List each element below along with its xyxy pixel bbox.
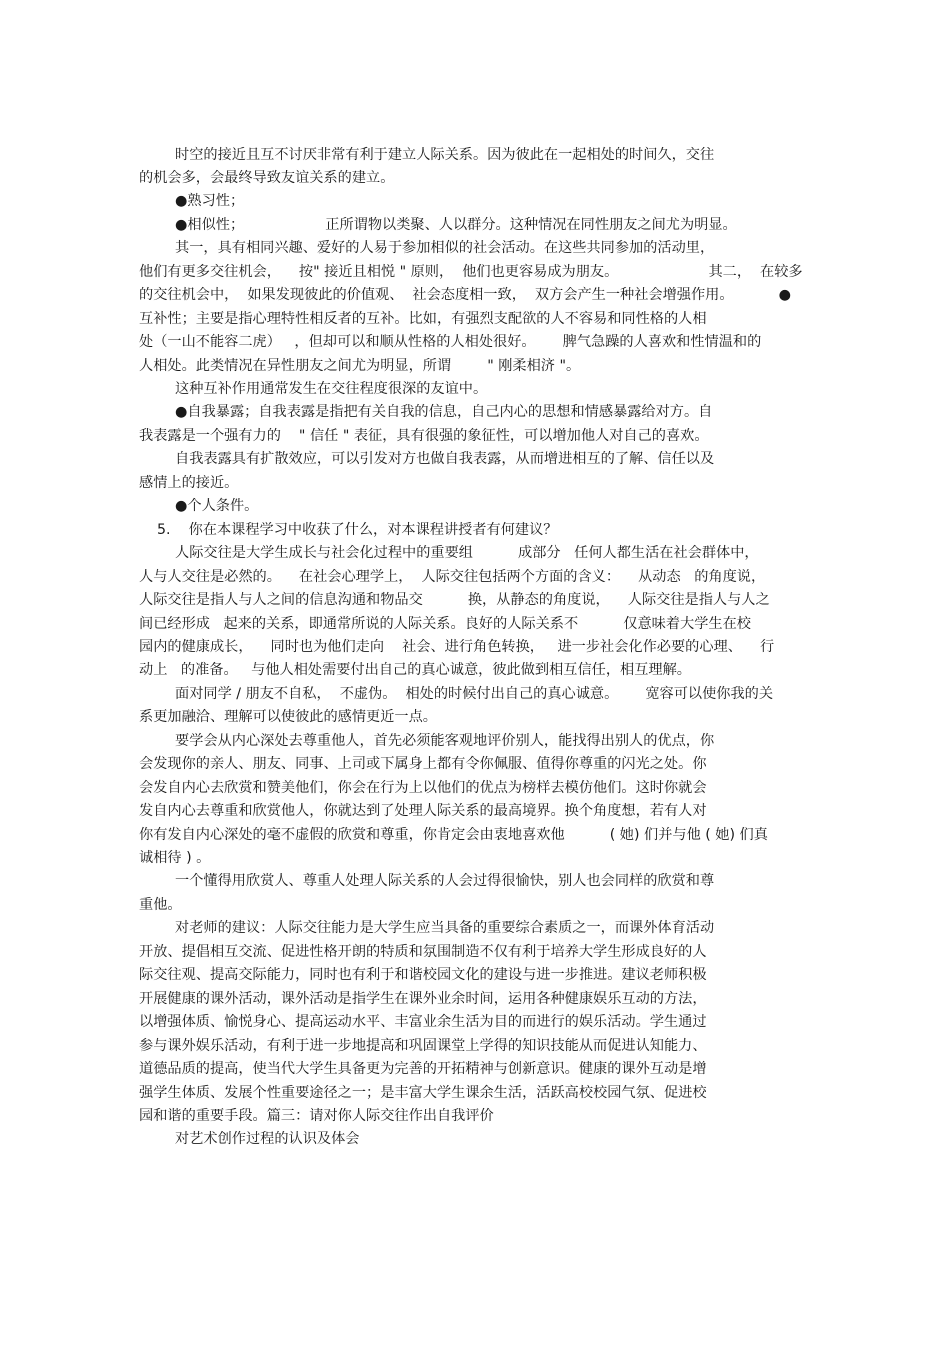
- text-line: 人际交往是指人与人之间的信息沟通和物品交 换，从静态的角度说， 人际交往是指人与人之: [139, 592, 770, 608]
- text-line: 感情上的接近。: [139, 474, 239, 491]
- text-line: 互补性；主要是指心理特性相反者的互补。比如，有强烈支配欲的人不容易和同性格的人相: [139, 310, 707, 327]
- text-line: ●熟习性；: [175, 193, 245, 210]
- text-line: 系更加融洽、理解可以使彼此的感情更近一点。: [139, 709, 437, 726]
- text-line: 面对同学 / 朋友不自私， 不虚伪。 相处的时候付出自己的真心诚意。 宽容可以使你我的关: [175, 685, 774, 702]
- text-line: 动上 的准备。 与他人相处需要付出自己的真心诚意，彼此做到相互信任，相互理解。: [139, 662, 691, 679]
- text-line: 间已经形成 起来的关系，即通常所说的人际关系。良好的人际关系不 仅意味着大学生在校: [139, 615, 751, 632]
- text-line: 重他。: [139, 896, 182, 913]
- text-line: 诚相待 ) 。: [139, 850, 211, 866]
- text-line: 一个懂得用欣赏人、尊重人处理人际关系的人会过得很愉快，别人也会同样的欣赏和尊: [175, 873, 715, 890]
- text-line: 的机会多，会最终导致友谊关系的建立。: [139, 169, 395, 186]
- text-line: 5. 你在本课程学习中收获了什么，对本课程讲授者有何建议？: [157, 521, 558, 538]
- text-line: 人相处。此类情况在异性朋友之间尤为明显，所谓 " 刚柔相济 "。: [139, 357, 581, 374]
- text-line: ●自我暴露；自我表露是指把有关自我的信息，自己内心的思想和情感暴露给对方。自: [175, 404, 713, 421]
- text-line: ●个人条件。: [175, 498, 259, 515]
- text-line: 我表露是一个强有力的 " 信任 " 表征，具有很强的象征性，可以增加他人对自己的喜欢。: [139, 427, 709, 444]
- text-line: 园内的健康成长， 同时也为他们走向 社会、进行角色转换， 进一步社会化作必要的心理、 行: [139, 639, 775, 655]
- text-line: 际交往观、提高交际能力，同时也有利于和谐校园文化的建设与进一步推进。建议老师积极: [139, 967, 707, 984]
- text-line: 强学生体质、发展个性重要途径之一；是丰富大学生课余生活，活跃高校校园气氛、促进校: [139, 1084, 707, 1101]
- text-line: 开展健康的课外活动，课外活动是指学生在课外业余时间，运用各种健康娱乐互动的方法，: [139, 990, 707, 1007]
- text-line: ●相似性； 正所谓物以类聚、人以群分。这种情况在同性朋友之间尤为明显。: [175, 216, 737, 233]
- text-line: 要学会从内心深处去尊重他人，首先必须能客观地评价别人，能找得出别人的优点，你: [175, 732, 715, 749]
- text-line: 自我表露具有扩散效应，可以引发对方也做自我表露，从而增进相互的了解、信任以及: [175, 451, 715, 468]
- text-line: 人与人交往是必然的。 在社会心理学上， 人际交往包括两个方面的含义： 从动态 的角度说，: [139, 568, 766, 585]
- text-line: 发自内心去尊重和欣赏他人，你就达到了处理人际关系的最高境界。换个角度想，若有人对: [139, 803, 707, 820]
- text-line: 会发自内心去欣赏和赞美他们，你会在行为上以他们的优点为榜样去模仿他们。这时你就会: [139, 779, 707, 796]
- text-line: 开放、提倡相互交流、促进性格开朗的特质和氛围制造不仅有利于培养大学生形成良好的人: [139, 943, 707, 960]
- text-line: 参与课外娱乐活动，有利于进一步地提高和巩固课堂上学得的知识技能从而促进认知能力、: [139, 1037, 707, 1054]
- text-line: 园和谐的重要手段。篇三：请对你人际交往作出自我评价: [139, 1107, 494, 1124]
- text-line: 的交往机会中， 如果发现彼此的价值观、 社会态度相一致， 双方会产生一种社会增强作用。 ●: [139, 287, 792, 304]
- text-line: 人际交往是大学生成长与社会化过程中的重要组 成部分 任何人都生活在社会群体中，: [175, 545, 759, 562]
- text-line: 对艺术创作过程的认识及体会: [175, 1131, 360, 1148]
- text-line: 时空的接近且互不讨厌非常有利于建立人际关系。因为彼此在一起相处的时间久，交往: [175, 146, 715, 163]
- text-line: 道德品质的提高，使当代大学生具备更为完善的开拓精神与创新意识。健康的课外互动是增: [139, 1061, 707, 1077]
- text-line: 以增强体质、愉悦身心、提高运动水平、丰富业余生活为目的而进行的娱乐活动。学生通过: [139, 1014, 707, 1031]
- text-line: 对老师的建议：人际交往能力是大学生应当具备的重要综合素质之一，而课外体育活动: [175, 920, 715, 937]
- text-line: 会发现你的亲人、朋友、同事、上司或下属身上都有令你佩服、值得你尊重的闪光之处。你: [139, 756, 707, 773]
- text-line: 你有发自内心深处的毫不虚假的欣赏和尊重，你肯定会由衷地喜欢他 ( 她) 们并与他 ( 她) 们真: [139, 826, 768, 843]
- text-line: 这种互补作用通常发生在交往程度很深的友谊中。: [175, 381, 488, 397]
- text-line: 他们有更多交往机会， 按" 接近且相悦 " 原则， 他们也更容易成为朋友。 其二， 在较多: [139, 263, 803, 280]
- text-line: 处（一山不能容二虎） ，但却可以和顺从性格的人相处很好。 脾气急躁的人喜欢和性情温和的: [139, 334, 762, 351]
- text-line: 其一，具有相同兴趣、爱好的人易于参加相似的社会活动。在这些共同参加的活动里，: [175, 240, 715, 257]
